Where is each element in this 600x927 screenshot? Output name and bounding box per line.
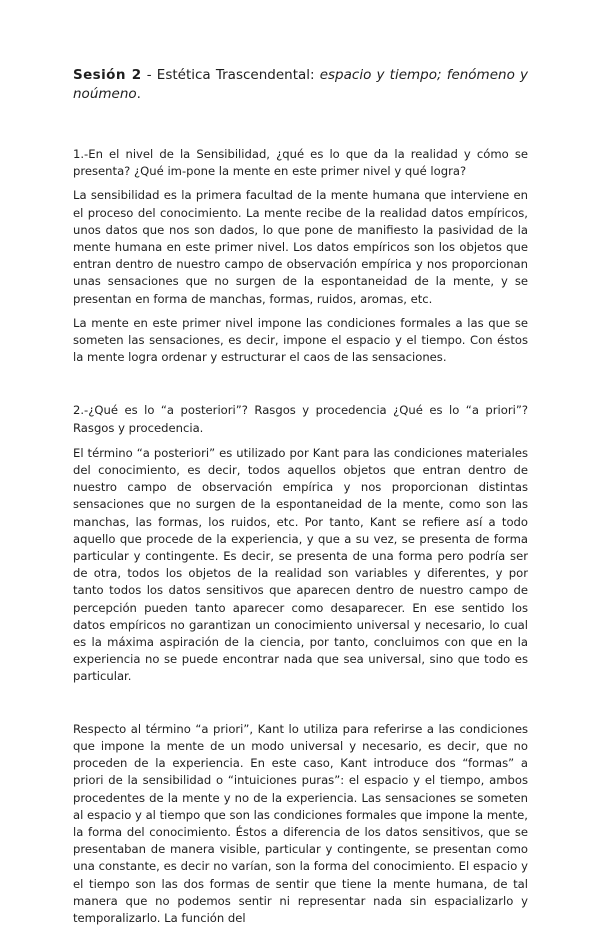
- question-1: 1.-En el nivel de la Sensibilidad, ¿qué es lo que da la realidad y cómo se presenta? ¿Qué im-pone la mente en este primer nivel y qué logra?: [73, 147, 528, 179]
- answer-1-paragraph-2: La mente en este primer nivel impone las condiciones formales a las que se someten las sensaciones, es decir, impone el espacio y el tiempo. Con éstos la mente logra ordenar y estructurar el caos de las sensaciones.: [73, 315, 528, 365]
- answer-1-paragraph-1: La sensibilidad es la primera facultad de la mente humana que interviene en el proceso del conocimiento. La mente recibe de la realidad datos empíricos, unos datos que nos son dados, lo que pone de manifiesto la pasividad de la mente humana en este primer nivel. Los datos empíricos son los objetos que entran dentro de nuestro campo de observación empírica y nos proporcionan unas sensaciones que no surgen de la espontaneidad de la mente, y se presentan en forma de manchas, formas, ruidos, aromas, etc.: [73, 188, 528, 306]
- document-page: [73, 66, 528, 927]
- session-label: Sesión 2: [73, 67, 142, 83]
- title-italic: espacio y tiempo; fenómeno y noúmeno: [73, 67, 528, 102]
- title-period: .: [136, 86, 141, 102]
- title-main: - Estética Trascendental:: [141, 67, 320, 83]
- answer-2-paragraph-1: El término “a posteriori” es utilizado por Kant para las condiciones materiales del conocimiento, es decir, todos aquellos objetos que entran dentro de nuestro campo de observación empírica y nos proporcionan distintas sensaciones que no surgen de la espontaneidad de la mente, como son las manchas, las formas, los ruidos, etc. Por tanto, Kant se refiere así a todo aquello que procede de la experiencia, y que a su vez, se presenta de forma particular y contingente. Es decir, se presenta de una forma pero podría ser de otra, todos los objetos de la realidad son variables y diferentes, y por tanto todos los datos sensitivos que aparecen dentro de nuestro campo de percepción pueden tanto aparecer como desaparecer. En ese sentido los datos empíricos no garantizan un conocimiento universal y necesario, lo cual es la máxima aspiración de la ciencia, por tanto, concluimos con que en la experiencia no se puede encontrar nada que sea universal, sino que todo es particular.: [73, 445, 528, 684]
- document-title: [73, 66, 528, 104]
- question-2: 2.-¿Qué es lo “a posteriori”? Rasgos y procedencia ¿Qué es lo “a priori”? Rasgos y procedencia.: [73, 403, 528, 435]
- answer-2-paragraph-2: Respecto al término “a priori”, Kant lo utiliza para referirse a las condiciones que impone la mente de un modo universal y necesario, es decir, que no proceden de la experiencia. En este caso, Kant introduce dos “formas” a priori de la sensibilidad o “intuiciones puras”: el espacio y el tiempo, ambos procedentes de la mente y no de la experiencia. Las sensaciones se someten al espacio y al tiempo que son las condiciones formales que impone la mente, la forma del conocimiento. Éstos a diferencia de los datos sensitivos, que se presentaban de manera visible, particular y contingente, se presentan como una constante, es decir no varían, son la forma del conocimiento. El espacio y el tiempo son las dos formas de sentir que tiene la mente humana, de tal manera que no podemos sentir ni representar nada sin espacializarlo y temporalizarlo. La función del: [73, 721, 528, 925]
